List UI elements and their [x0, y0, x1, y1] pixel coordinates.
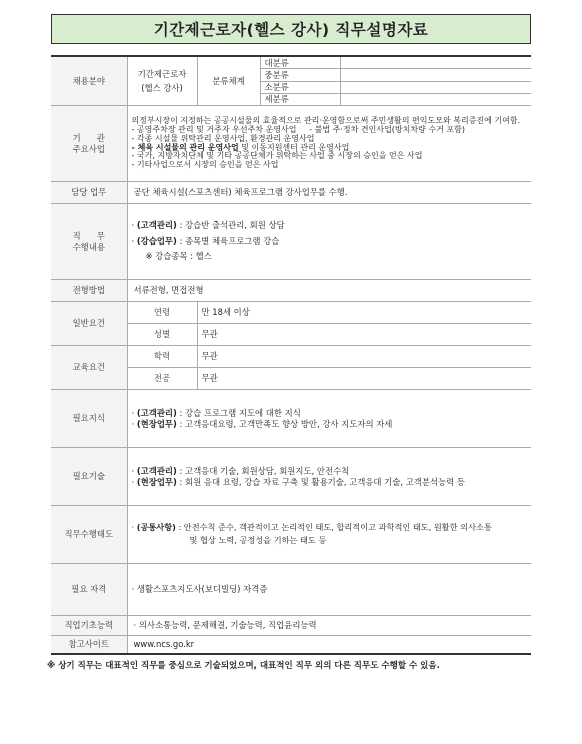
knowledge-line-1: · (고객관리) : 강습 프로그램 지도에 대한 지식 — [131, 408, 301, 419]
gender-label: 성별 — [127, 324, 197, 346]
duty-value: 공단 체육시설(스포츠센터) 체육프로그램 강사업무를 수행. — [127, 182, 531, 204]
knowledge-row — [51, 390, 531, 448]
attitude-row — [51, 506, 531, 564]
org-item: - 공영주차장 관리 및 거주자 우선주차 운영사업 - 불법 주·정차 견인사업(방치차량 수거 포함) — [131, 124, 465, 134]
class-minor: 소분류 — [260, 81, 340, 93]
skills-line-1: · (고객관리) : 고객응대 기술, 회원상담, 회원지도, 안전수칙 — [131, 466, 350, 477]
recruit-label: 채용분야 — [51, 56, 127, 106]
ref-row — [51, 636, 531, 654]
major-value: 무관 — [197, 368, 531, 390]
org-item: - 국가, 지방자치단체 및 기타 공공단체가 위탁하는 사업 중 시장의 승인을 얻은 사업 — [131, 151, 423, 161]
method-row — [51, 280, 531, 302]
class-label: 분류체계 — [197, 56, 260, 106]
education-row — [51, 346, 531, 368]
attitude-line-1: · (공통사항) : 안전수칙 준수, 객관적이고 논리적인 태도, 합리적이고 과학적인 태도, 원활한 의사소통 — [131, 522, 492, 533]
footnote: ※ 상기 직무는 대표적인 직무를 중심으로 기술되었으며, 대표적인 직무 외의 다른 직무도 수행할 수 있음. — [47, 661, 440, 671]
basic-row — [51, 616, 531, 636]
class-major-value — [340, 56, 531, 69]
age-value: 만 18세 이상 — [197, 302, 531, 324]
duty-label: 담당 업무 — [51, 182, 127, 204]
job-content — [127, 204, 531, 280]
degree-value: 무관 — [197, 346, 531, 368]
class-detail: 세분류 — [260, 93, 340, 105]
education-label: 교육요건 — [51, 346, 127, 390]
cert-value: · 생활스포츠지도사(보디빌딩) 자격증 — [127, 564, 531, 616]
knowledge-content — [127, 390, 531, 448]
class-minor-value — [340, 81, 531, 93]
knowledge-label: 필요지식 — [51, 390, 127, 448]
gender-value: 무관 — [197, 324, 531, 346]
major-label: 전공 — [127, 368, 197, 390]
age-label: 연령 — [127, 302, 197, 324]
degree-label: 학력 — [127, 346, 197, 368]
attitude-label: 직무수행태도 — [51, 506, 127, 564]
method-value: 서류전형, 면접전형 — [127, 280, 531, 302]
job-row — [51, 204, 531, 280]
recruit-value-line2: (헬스 강사) — [141, 83, 183, 93]
skills-label: 필요기술 — [51, 448, 127, 506]
recruit-value — [127, 56, 197, 106]
ref-label: 참고사이트 — [51, 636, 127, 654]
basic-value: · 의사소통능력, 문제해결, 기술능력, 직업윤리능력 — [127, 616, 531, 636]
recruit-row — [51, 56, 531, 69]
skills-content — [127, 448, 531, 506]
job-label: 직 무 수행내용 — [51, 204, 127, 280]
skills-line-2: · (현장업무) : 회원 응대 요령, 강습 자료 구축 및 활용기술, 고객응대 기술, 고객분석능력 등 — [131, 476, 465, 487]
general-row — [51, 302, 531, 324]
org-item-bold: - 체육 시설물의 관리 운영사업 및 이동지원센터 관리 운영사업 — [131, 142, 350, 152]
job-line-3: ※ 강습종목 : 헬스 — [145, 251, 212, 262]
duty-row — [51, 182, 531, 204]
ref-link[interactable]: www.ncs.go.kr — [127, 636, 531, 654]
org-item: - 기타사업으로서 시장의 승인을 얻은 사업 — [131, 160, 279, 170]
org-label: 기 관 주요사업 — [51, 106, 127, 182]
org-row — [51, 106, 531, 182]
job-line-2: · (강습업무) : 종목별 체육프로그램 강습 — [131, 235, 280, 246]
class-major: 대분류 — [260, 56, 340, 69]
org-content — [127, 106, 531, 182]
knowledge-line-2: · (현장업무) : 고객응대요령, 고객만족도 향상 방안, 강사 지도자의 자세 — [131, 418, 393, 429]
job-description-table — [51, 55, 531, 655]
job-line-1: · (고객관리) : 강습반 출석관리, 회원 상담 — [131, 219, 285, 230]
basic-label: 직업기초능력 — [51, 616, 127, 636]
page-title: 기간제근로자(헬스 강사) 직무설명자료 — [51, 14, 531, 44]
cert-label: 필요 자격 — [51, 564, 127, 616]
general-label: 일반요건 — [51, 302, 127, 346]
org-item: - 각종 시설물 위탁관리 운영사업, 환경관리 운영사업 — [131, 133, 315, 143]
method-label: 전형방법 — [51, 280, 127, 302]
recruit-value-line1: 기간제근로자 — [137, 68, 187, 79]
org-intro: 의정부시장이 지정하는 공공시설물의 효율적으로 관리·운영함으로써 주민생활의 편익도모와 복리증진에 기여함. — [131, 115, 521, 125]
attitude-content — [127, 506, 531, 564]
class-middle-value — [340, 69, 531, 81]
class-middle: 중분류 — [260, 69, 340, 81]
cert-row — [51, 564, 531, 616]
class-detail-value — [340, 93, 531, 105]
attitude-line-2: 및 협상 노력, 공정성을 기하는 태도 등 — [189, 535, 327, 545]
skills-row — [51, 448, 531, 506]
